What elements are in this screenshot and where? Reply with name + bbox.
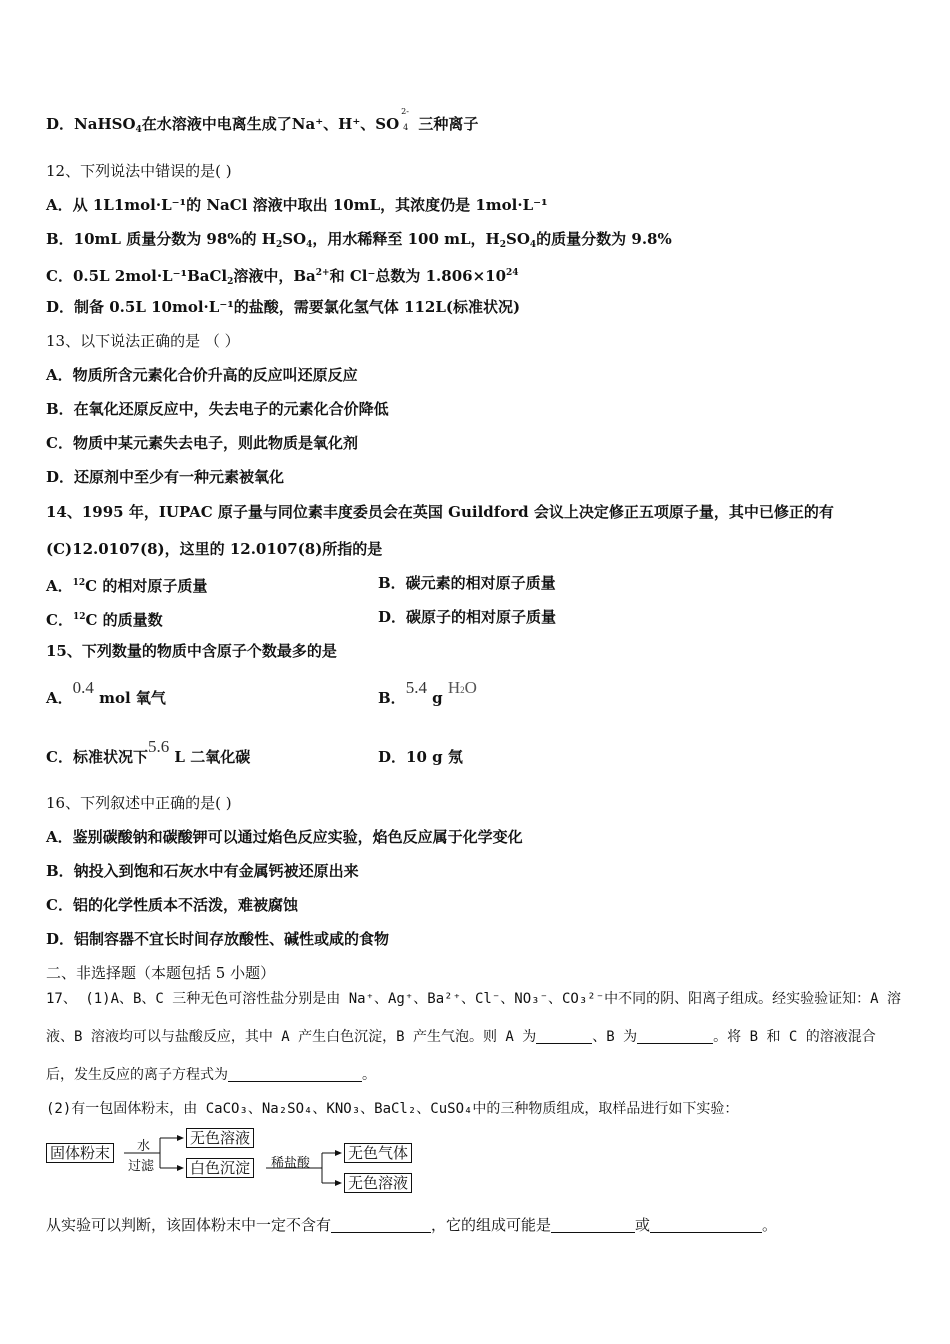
q12-option-a: A．从 1L1mol·L⁻¹的 NaCl 溶液中取出 10mL，其浓度仍是 1mol·L⁻¹ bbox=[46, 196, 548, 214]
q17-part1-line2: 液、B 溶液均可以与盐酸反应，其中 A 产生白色沉淀，B 产生气泡。则 A 为 、B 为 。将 B 和 C 的溶液混合 bbox=[46, 1029, 876, 1045]
q15-option-d: D．10 g 氖 bbox=[378, 748, 463, 766]
q13-option-a: A．物质所含元素化合价升高的反应叫还原反应 bbox=[46, 366, 358, 384]
answer-blank-equation[interactable] bbox=[228, 1067, 362, 1082]
q13-option-b: B．在氧化还原反应中，失去电子的元素化合价降低 bbox=[46, 400, 389, 418]
water-formula: H2O bbox=[447, 678, 477, 697]
q14-stem-line2: (C)12.0107(8)，这里的 12.0107(8)所指的是 bbox=[46, 540, 383, 558]
section-heading: 二、非选择题（本题包括 5 小题） bbox=[46, 964, 276, 982]
answer-blank-composition-2[interactable] bbox=[650, 1218, 762, 1233]
q11-option-d: D．NaHSO$_4$在水溶液中电离生成了Na⁺、H⁺、SO 2- 4 三种离子 bbox=[46, 107, 479, 135]
q16-option-a: A．鉴别碳酸钠和碳酸钾可以通过焰色反应实验，焰色反应属于化学变化 bbox=[46, 828, 523, 846]
flow-label-water: 水 bbox=[137, 1139, 151, 1154]
q15-option-c: C．标准状况下5.6 L 二氧化碳 bbox=[46, 737, 251, 766]
flow-node-precipitate: 白色沉淀 bbox=[186, 1158, 254, 1178]
q14-option-b: B．碳元素的相对原子质量 bbox=[378, 574, 556, 592]
flow-node-gas: 无色气体 bbox=[344, 1143, 412, 1163]
answer-blank-b[interactable] bbox=[637, 1029, 713, 1044]
q14-option-d: D．碳原子的相对原子质量 bbox=[378, 608, 557, 626]
q15-stem: 15、下列数量的物质中含原子个数最多的是 bbox=[46, 642, 337, 660]
q15-option-b: B．5.4 g H2O bbox=[378, 678, 477, 707]
q13-stem: 13、以下说法正确的是 （ ） bbox=[46, 332, 240, 350]
q12-option-b: B．10mL 质量分数为 98%的 $H_2SO_4$，用水稀释至 100 mL，$H_2SO_4$的质量分数为 9.8% bbox=[46, 230, 672, 250]
flow-node-top-solution: 无色溶液 bbox=[186, 1128, 254, 1148]
q12-stem: 12、下列说法中错误的是( ) bbox=[46, 162, 232, 180]
q16-stem: 16、下列叙述中正确的是( ) bbox=[46, 794, 232, 812]
q16-option-d: D．铝制容器不宜长时间存放酸性、碱性或咸的食物 bbox=[46, 930, 390, 948]
q12-option-c: C．0.5L 2mol·L⁻¹BaCl$_2$溶液中，$Ba^{2+}$和 Cl⁻总数为 $1.806\times 10^{24}$ bbox=[46, 267, 519, 287]
answer-blank-not-contain[interactable] bbox=[331, 1218, 431, 1233]
answer-blank-composition-1[interactable] bbox=[551, 1218, 635, 1233]
q16-option-b: B．钠投入到饱和石灰水中有金属钙被还原出来 bbox=[46, 862, 359, 880]
flow-label-acid: 稀盐酸 bbox=[271, 1156, 311, 1171]
q17-part1-line1: 17、 (1)A、B、C 三种无色可溶性盐分别是由 Na⁺、Ag⁺、Ba²⁺、Cl⁻、NO₃⁻、CO₃²⁻中不同的阴、阳离子组成。经实验验证知：A 溶 bbox=[46, 991, 902, 1007]
q16-option-c: C．铝的化学性质本不活泼，难被腐蚀 bbox=[46, 896, 298, 914]
q15-option-a: A．0.4 mol 氧气 bbox=[46, 678, 166, 707]
q17-part2-stem: (2)有一包固体粉末，由 CaCO₃、Na₂SO₄、KNO₃、BaCl₂、CuSO₄中的三种物质组成，取样品进行如下实验： bbox=[46, 1101, 739, 1117]
q14-option-c: C．$^{12}$C 的质量数 bbox=[46, 611, 163, 629]
flow-label-filter: 过滤 bbox=[128, 1159, 155, 1174]
answer-blank-a[interactable] bbox=[536, 1029, 592, 1044]
q17-conclusion: 从实验可以判断，该固体粉末中一定不含有 ，它的组成可能是 或 。 bbox=[46, 1216, 778, 1234]
q12-option-d: D．制备 0.5L 10mol·L⁻¹的盐酸，需要氯化氢气体 112L(标准状况) bbox=[46, 298, 521, 316]
flow-node-start: 固体粉末 bbox=[46, 1143, 114, 1163]
q13-option-d: D．还原剂中至少有一种元素被氧化 bbox=[46, 468, 285, 486]
q14-stem-line1: 14、1995 年，IUPAC 原子量与同位素丰度委员会在英国 Guildford 会议上决定修正五项原子量，其中已修正的有 bbox=[46, 503, 834, 521]
q17-part1-line3: 后，发生反应的离子方程式为 。 bbox=[46, 1067, 376, 1083]
flow-node-final-solution: 无色溶液 bbox=[344, 1173, 412, 1193]
q14-option-a: A．$^{12}$C 的相对原子质量 bbox=[46, 577, 208, 595]
q13-option-c: C．物质中某元素失去电子，则此物质是氧化剂 bbox=[46, 434, 358, 452]
